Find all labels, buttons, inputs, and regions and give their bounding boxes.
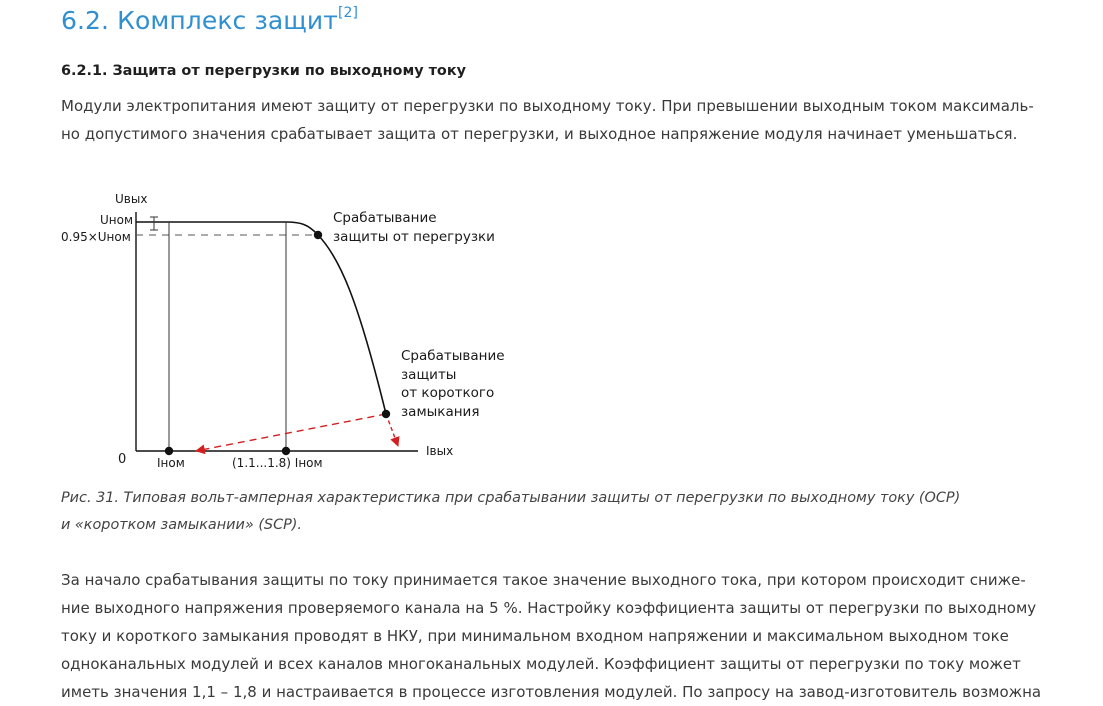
short-circuit-annotation-line: от короткого <box>401 385 495 401</box>
body-line: иметь значения 1,1 – 1,8 и настраивается в процессе изготовления модулей. По запросу на завод-изготовитель возможна <box>61 683 1042 701</box>
fold-back-arrow <box>196 414 386 451</box>
va-curve <box>286 222 386 414</box>
overload-annotation <box>333 210 495 245</box>
i-limit-point <box>282 447 290 455</box>
short-circuit-annotation-line: защиты <box>401 367 457 383</box>
short-circuit-annotation-line: замыкания <box>401 404 480 420</box>
overload-point <box>314 231 322 239</box>
y-axis-label: Uвых <box>115 192 148 206</box>
i-nom-point <box>165 447 173 455</box>
subsection-title: 6.2.1. Защита от перегрузки по выходному току <box>61 63 466 79</box>
body-line: току и короткого замыкания проводят в НКУ, при минимальном входном напряжении и максимальном выходном токе <box>61 627 1009 645</box>
i-range-label: (1.1...1.8) Iном <box>232 456 323 470</box>
short-circuit-annotation <box>401 348 509 420</box>
intro-line: но допустимого значения срабатывает защита от перегрузки, и выходное напряжение модуля начинает уменьшаться. <box>61 125 1018 143</box>
overload-annotation-line: Срабатывание <box>333 210 437 226</box>
caption-line: Рис. 31. Типовая вольт-амперная характеристика при срабатывании защиты от перегрузки по выходному току (OCP) <box>61 490 961 506</box>
u-nom-label: Uном <box>100 213 134 227</box>
short-circuit-drop-arrow <box>386 414 398 446</box>
body-line: ние выходного напряжения проверяемого канала на 5 %. Настройку коэффициента защиты от перегрузки по выходному <box>61 599 1037 617</box>
short-circuit-point <box>382 410 390 418</box>
footnote-link[interactable]: [2] <box>337 4 359 21</box>
body-line: одноканальных модулей и всех каналов многоканальных модулей. Коэффициент защиты от перегрузки по току может <box>61 655 1021 673</box>
caption-line: и «коротком замыкании» (SCP). <box>61 517 302 533</box>
intro-line: Модули электропитания имеют защиту от перегрузки по выходному току. При превышении выходным током максималь- <box>61 97 1034 115</box>
short-circuit-annotation-line: Срабатывание <box>401 348 505 364</box>
section-title-text: 6.2. Комплекс защит <box>61 6 338 35</box>
tolerance-marker <box>150 217 158 230</box>
i-nom-label: Iном <box>157 456 185 470</box>
origin-label: 0 <box>118 452 127 467</box>
u-095-label: 0.95×Uном <box>61 230 131 244</box>
body-line: За начало срабатывания защиты по току принимается такое значение выходного тока, при котором происходит сниже- <box>61 571 1026 589</box>
overload-annotation-line: защиты от перегрузки <box>333 229 495 245</box>
x-axis-label: Iвых <box>426 444 454 458</box>
